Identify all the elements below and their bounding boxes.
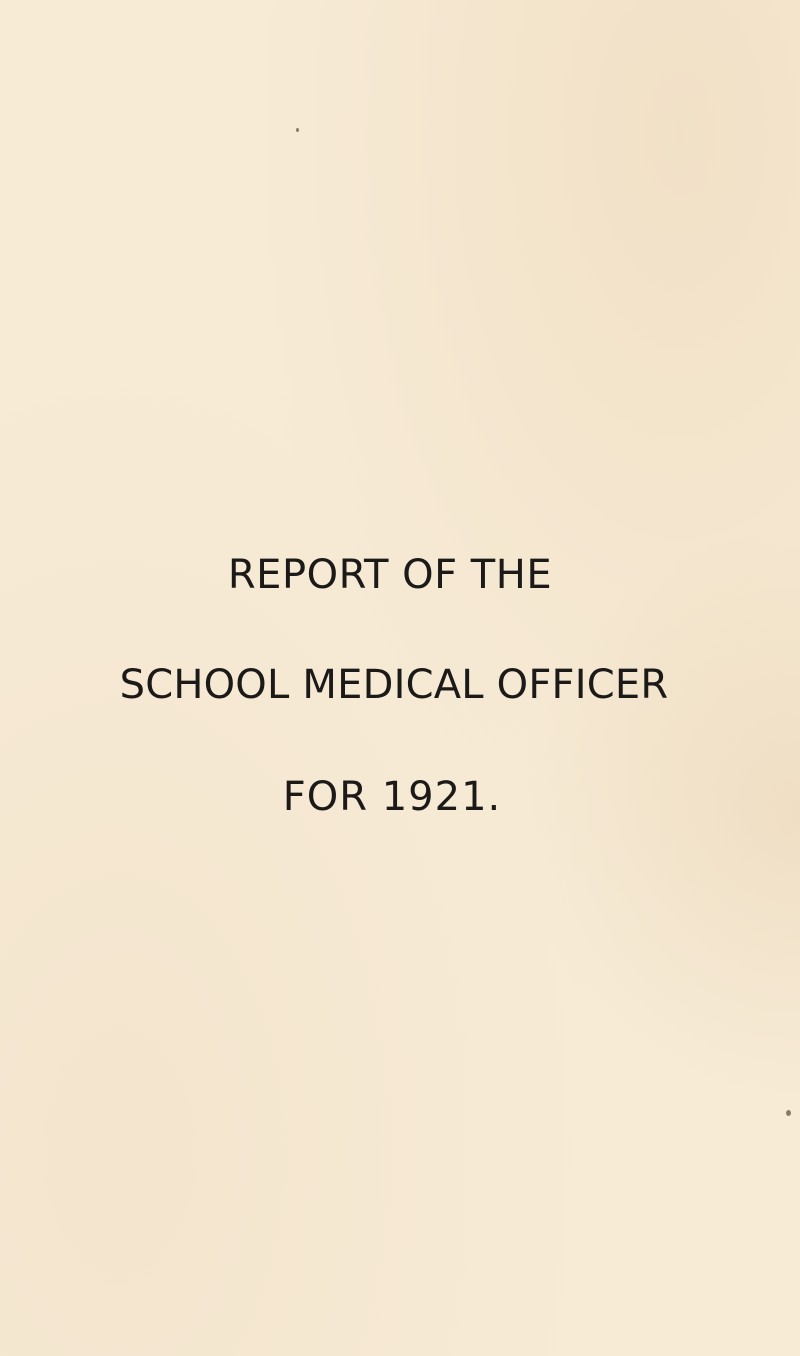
title-line-school-medical-officer: SCHOOL MEDICAL OFFICER — [119, 662, 669, 708]
paper-speck — [786, 1110, 791, 1116]
paper-speck — [296, 128, 299, 132]
title-line-report-of-the: REPORT OF THE — [227, 552, 553, 598]
title-line-year: FOR 1921. — [282, 774, 502, 820]
